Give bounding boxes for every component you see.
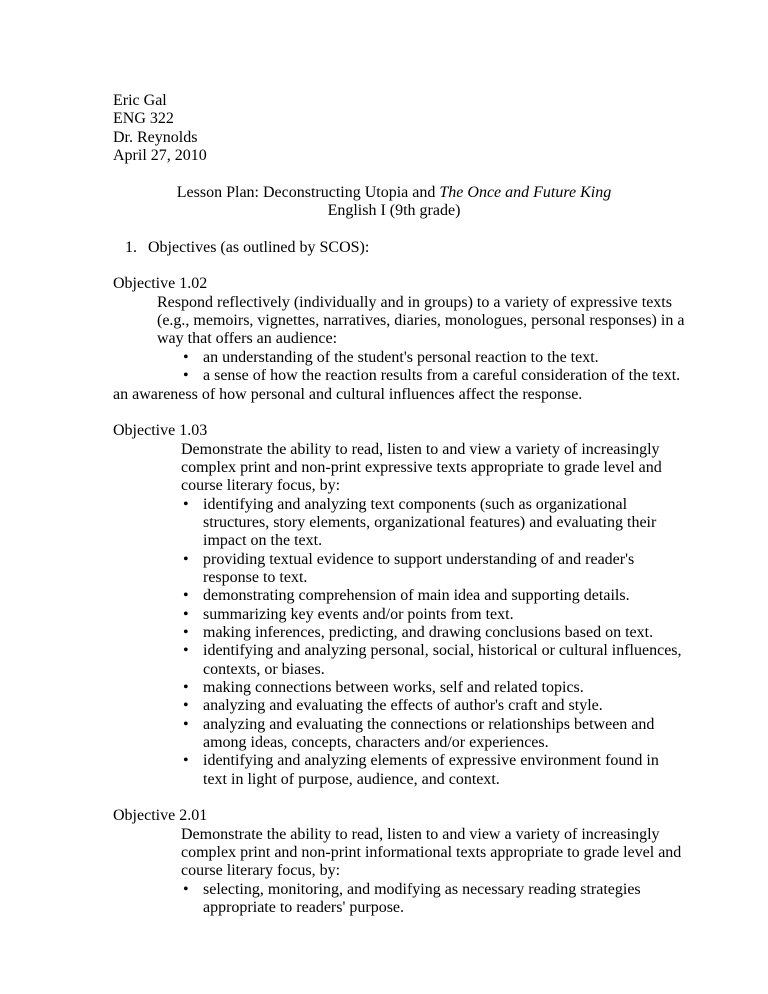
bullet-icon: •	[183, 623, 189, 641]
objective-trailing-text: an awareness of how personal and cultural influences affect the response.	[113, 385, 583, 403]
bullet-text: a sense of how the reaction results from a careful consideration of the text.	[203, 367, 681, 385]
bullet-item	[0, 899, 768, 917]
objective-heading: Objective 2.01	[113, 807, 208, 825]
bullet-text: impact on the text.	[203, 532, 323, 550]
bullet-item	[0, 679, 768, 697]
objectives-list	[0, 275, 768, 935]
title-book: The Once and Future King	[439, 183, 612, 201]
bullet-text: structures, story elements, organizational features) and evaluating their	[203, 513, 657, 531]
document-date: April 27, 2010	[113, 147, 207, 165]
bullet-icon: •	[183, 587, 189, 605]
bullet-text: appropriate to readers' purpose.	[203, 899, 405, 917]
objective-text: complex print and non-print expressive texts appropriate to grade level and	[181, 458, 662, 476]
bullet-text: response to text.	[203, 568, 308, 586]
course-code: ENG 322	[113, 110, 174, 128]
bullet-icon: •	[183, 697, 189, 715]
bullet-text: providing textual evidence to support understanding of and reader's	[203, 550, 635, 568]
instructor-name: Dr. Reynolds	[113, 128, 198, 146]
objective-text: Respond reflectively (individually and in groups) to a variety of expressive texts	[157, 293, 672, 311]
bullet-item	[0, 367, 768, 385]
objective-heading: Objective 1.03	[113, 422, 208, 440]
bullet-item	[0, 624, 768, 642]
section-label: Objectives (as outlined by SCOS):	[148, 238, 370, 256]
objective-text: complex print and non-print informational texts appropriate to grade level and	[181, 844, 682, 862]
bullet-text: making connections between works, self and related topics.	[203, 679, 584, 696]
objective-text: course literary focus, by:	[181, 477, 341, 495]
bullet-item	[0, 771, 768, 789]
bullet-text: identifying and analyzing elements of expressive environment found in	[203, 752, 659, 770]
bullet-item	[0, 716, 768, 734]
bullet-item	[0, 752, 768, 770]
objective-text: Demonstrate the ability to read, listen to and view a variety of increasingly	[181, 825, 660, 843]
bullet-text: summarizing key events and/or points from text.	[203, 605, 514, 623]
title-prefix: Lesson Plan: Deconstructing Utopia and	[176, 183, 440, 201]
bullet-item	[0, 532, 768, 550]
bullet-item	[0, 697, 768, 715]
bullet-text: making inferences, predicting, and drawing conclusions based on text.	[203, 623, 654, 641]
objective-text: course literary focus, by:	[181, 862, 341, 880]
bullet-item	[0, 349, 768, 367]
bullet-text: text in light of purpose, audience, and context.	[203, 770, 500, 788]
bullet-icon: •	[183, 752, 189, 770]
bullet-icon: •	[183, 550, 189, 568]
bullet-item	[0, 514, 768, 532]
bullet-icon: •	[183, 605, 189, 623]
section-number: 1.	[125, 238, 137, 256]
bullet-text: analyzing and evaluating the connections or relationships between and	[203, 715, 655, 733]
bullet-icon: •	[183, 679, 189, 696]
document-subtitle: English I (9th grade)	[327, 202, 461, 220]
bullet-item	[0, 551, 768, 569]
bullet-item	[0, 642, 768, 660]
bullet-text: an understanding of the student's personal reaction to the text.	[203, 348, 599, 366]
bullet-text: among ideas, concepts, characters and/or experiences.	[203, 734, 549, 752]
objective-heading: Objective 1.02	[113, 275, 208, 293]
objective-text: (e.g., memoirs, vignettes, narratives, diaries, monologues, personal responses) in a	[157, 312, 685, 330]
bullet-item	[0, 587, 768, 605]
document-title	[0, 184, 768, 202]
bullet-item	[0, 661, 768, 679]
bullet-item	[0, 606, 768, 624]
bullet-text: identifying and analyzing text components (such as organizational	[203, 495, 628, 513]
bullet-icon: •	[183, 715, 189, 733]
bullet-text: analyzing and evaluating the effects of author's craft and style.	[203, 697, 603, 715]
bullet-item	[0, 734, 768, 752]
bullet-item	[0, 881, 768, 899]
bullet-icon: •	[183, 880, 189, 898]
bullet-icon: •	[183, 348, 189, 366]
bullet-icon: •	[183, 642, 189, 660]
bullet-item	[0, 496, 768, 514]
bullet-text: contexts, or biases.	[203, 660, 325, 678]
objective-text: Demonstrate the ability to read, listen to and view a variety of increasingly	[181, 440, 660, 458]
bullet-text: identifying and analyzing personal, social, historical or cultural influences,	[203, 642, 682, 660]
bullet-item	[0, 569, 768, 587]
document-page	[0, 92, 768, 936]
bullet-text: selecting, monitoring, and modifying as necessary reading strategies	[203, 880, 641, 898]
bullet-icon: •	[183, 367, 189, 385]
section-heading	[0, 239, 768, 257]
bullet-text: demonstrating comprehension of main idea and supporting details.	[203, 587, 630, 605]
author-name: Eric Gal	[113, 92, 167, 109]
bullet-icon: •	[183, 495, 189, 513]
objective-text: way that offers an audience:	[157, 330, 338, 348]
